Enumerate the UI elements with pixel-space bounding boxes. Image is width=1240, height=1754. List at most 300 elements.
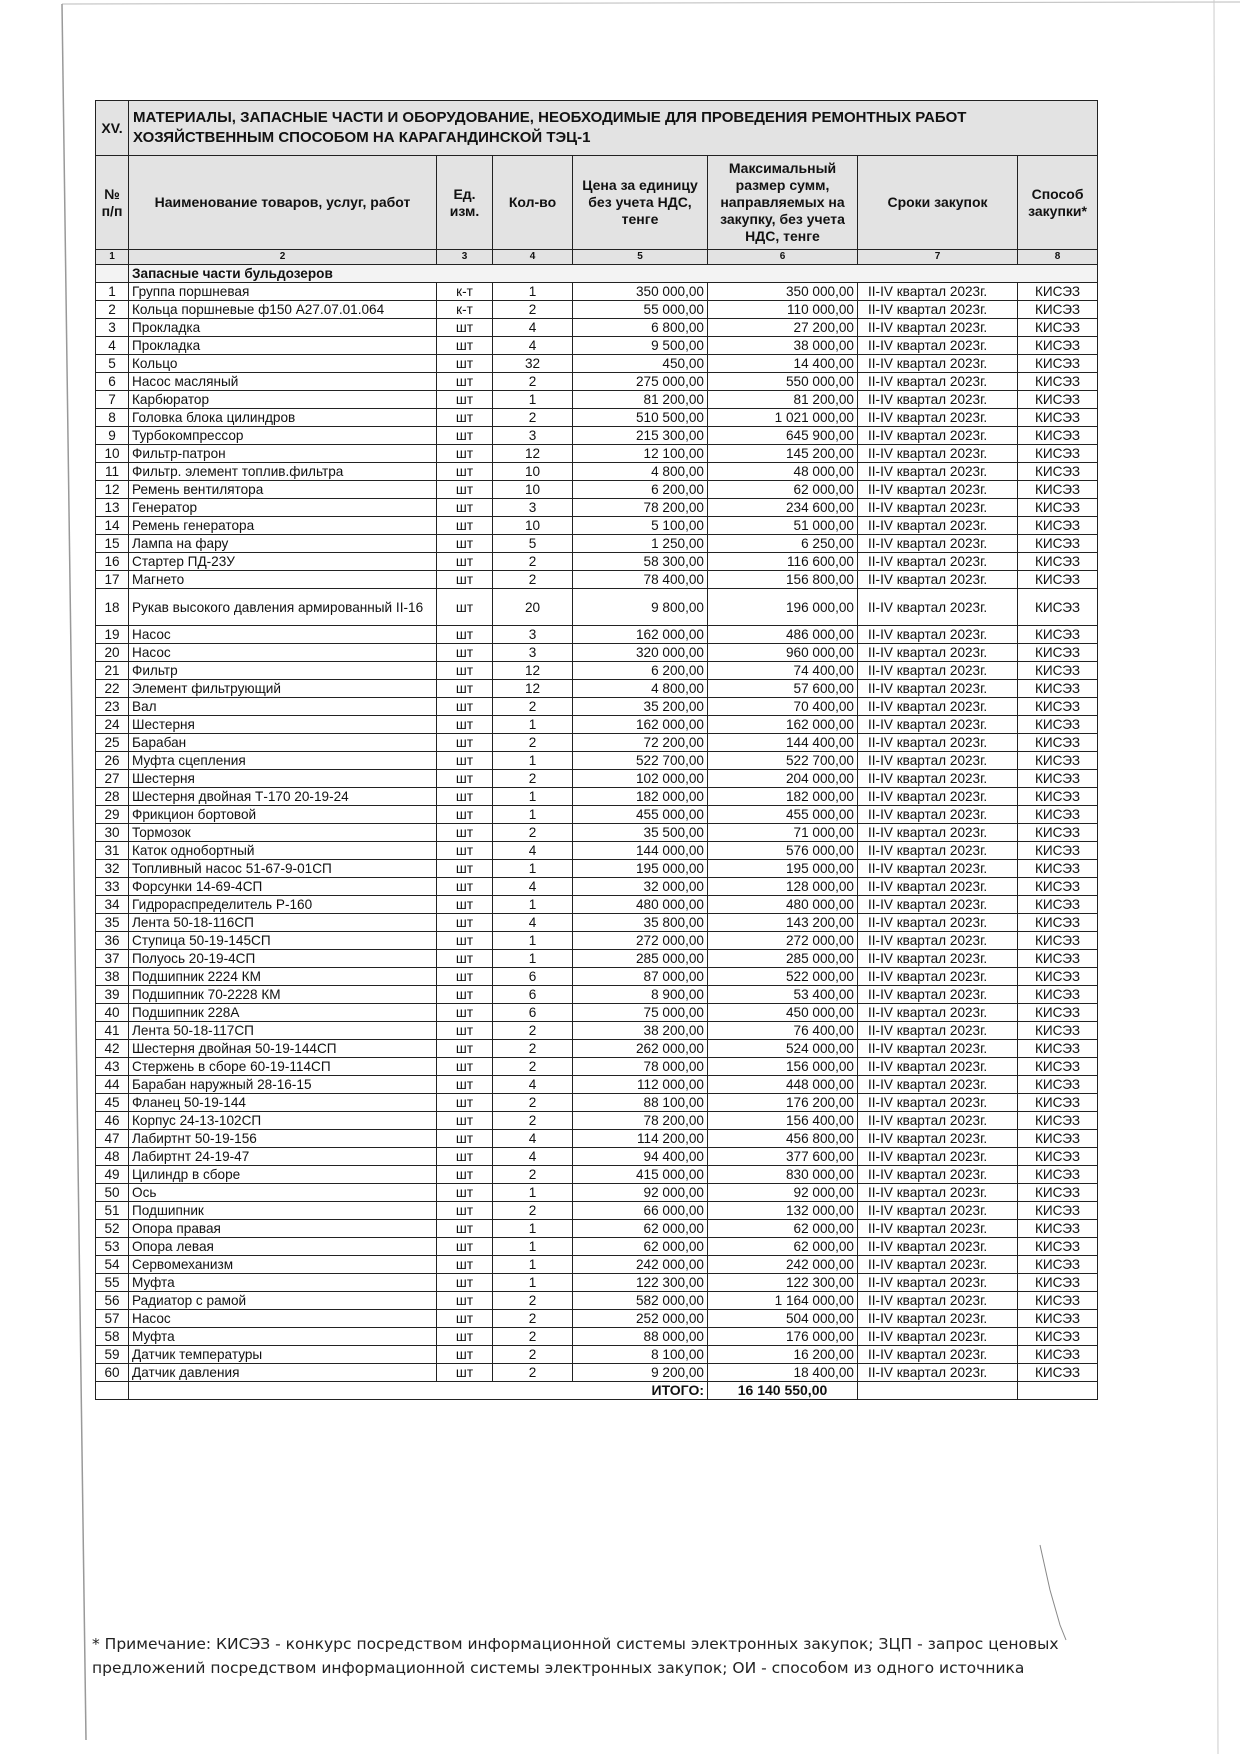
group-row xyxy=(96,265,1098,283)
item-unit: шт xyxy=(437,788,493,806)
item-max-sum: 522 000,00 xyxy=(708,968,858,986)
row-number: 52 xyxy=(96,1220,129,1238)
item-max-sum: 196 000,00 xyxy=(708,589,858,626)
item-method: КИСЭЗ xyxy=(1018,716,1098,734)
table-row xyxy=(96,1202,1098,1220)
item-price: 8 900,00 xyxy=(573,986,708,1004)
item-method: КИСЭЗ xyxy=(1018,806,1098,824)
item-max-sum: 350 000,00 xyxy=(708,283,858,301)
item-unit: шт xyxy=(437,932,493,950)
table-row xyxy=(96,589,1098,626)
item-method: КИСЭЗ xyxy=(1018,1148,1098,1166)
row-number: 18 xyxy=(96,589,129,626)
table-row xyxy=(96,878,1098,896)
item-max-sum: 550 000,00 xyxy=(708,373,858,391)
item-max-sum: 51 000,00 xyxy=(708,517,858,535)
item-method: КИСЭЗ xyxy=(1018,1310,1098,1328)
item-qty: 4 xyxy=(493,337,573,355)
item-max-sum: 162 000,00 xyxy=(708,716,858,734)
item-method: КИСЭЗ xyxy=(1018,589,1098,626)
item-name: Полуось 20-19-4СП xyxy=(129,950,437,968)
item-unit: шт xyxy=(437,896,493,914)
table-row xyxy=(96,355,1098,373)
table-row xyxy=(96,1094,1098,1112)
item-qty: 2 xyxy=(493,1202,573,1220)
item-qty: 2 xyxy=(493,734,573,752)
item-qty: 4 xyxy=(493,1130,573,1148)
table-row xyxy=(96,553,1098,571)
item-qty: 2 xyxy=(493,1022,573,1040)
table-row xyxy=(96,499,1098,517)
item-qty: 2 xyxy=(493,770,573,788)
item-method: КИСЭЗ xyxy=(1018,896,1098,914)
item-qty: 4 xyxy=(493,1076,573,1094)
item-period: II-IV квартал 2023г. xyxy=(858,1346,1018,1364)
item-price: 162 000,00 xyxy=(573,716,708,734)
item-max-sum: 448 000,00 xyxy=(708,1076,858,1094)
item-name: Шестерня двойная 50-19-144СП xyxy=(129,1040,437,1058)
item-name: Форсунки 14-69-4СП xyxy=(129,878,437,896)
item-name: Радиатор с рамой xyxy=(129,1292,437,1310)
item-max-sum: 27 200,00 xyxy=(708,319,858,337)
item-name: Лампа на фару xyxy=(129,535,437,553)
item-unit: шт xyxy=(437,626,493,644)
item-name: Муфта сцепления xyxy=(129,752,437,770)
table-row xyxy=(96,716,1098,734)
item-max-sum: 1 021 000,00 xyxy=(708,409,858,427)
table-row xyxy=(96,698,1098,716)
row-number: 14 xyxy=(96,517,129,535)
item-method: КИСЭЗ xyxy=(1018,535,1098,553)
item-method: КИСЭЗ xyxy=(1018,1328,1098,1346)
table-row xyxy=(96,1130,1098,1148)
item-price: 450,00 xyxy=(573,355,708,373)
item-method: КИСЭЗ xyxy=(1018,932,1098,950)
item-method: КИСЭЗ xyxy=(1018,481,1098,499)
table-row xyxy=(96,770,1098,788)
item-name: Генератор xyxy=(129,499,437,517)
item-period: II-IV квартал 2023г. xyxy=(858,355,1018,373)
item-unit: шт xyxy=(437,986,493,1004)
row-number: 39 xyxy=(96,986,129,1004)
item-period: II-IV квартал 2023г. xyxy=(858,427,1018,445)
row-number: 20 xyxy=(96,644,129,662)
item-max-sum: 504 000,00 xyxy=(708,1310,858,1328)
item-method: КИСЭЗ xyxy=(1018,698,1098,716)
item-price: 78 000,00 xyxy=(573,1058,708,1076)
item-unit: шт xyxy=(437,1346,493,1364)
item-method: КИСЭЗ xyxy=(1018,842,1098,860)
item-max-sum: 70 400,00 xyxy=(708,698,858,716)
table-row xyxy=(96,1148,1098,1166)
item-price: 510 500,00 xyxy=(573,409,708,427)
item-qty: 2 xyxy=(493,1346,573,1364)
item-unit: шт xyxy=(437,644,493,662)
item-qty: 2 xyxy=(493,1328,573,1346)
item-name: Кольцо xyxy=(129,355,437,373)
item-max-sum: 1 164 000,00 xyxy=(708,1292,858,1310)
item-period: II-IV квартал 2023г. xyxy=(858,878,1018,896)
row-number: 15 xyxy=(96,535,129,553)
table-row xyxy=(96,1112,1098,1130)
item-name: Опора левая xyxy=(129,1238,437,1256)
item-name: Насос xyxy=(129,644,437,662)
item-price: 252 000,00 xyxy=(573,1310,708,1328)
item-method: КИСЭЗ xyxy=(1018,1364,1098,1382)
item-max-sum: 450 000,00 xyxy=(708,1004,858,1022)
table-row xyxy=(96,1004,1098,1022)
item-qty: 1 xyxy=(493,860,573,878)
row-number: 41 xyxy=(96,1022,129,1040)
item-price: 78 400,00 xyxy=(573,571,708,589)
item-max-sum: 524 000,00 xyxy=(708,1040,858,1058)
item-name: Лабиртнт 24-19-47 xyxy=(129,1148,437,1166)
table-row xyxy=(96,1238,1098,1256)
item-unit: шт xyxy=(437,499,493,517)
item-max-sum: 182 000,00 xyxy=(708,788,858,806)
table-row xyxy=(96,445,1098,463)
column-number-row xyxy=(96,250,1098,265)
item-price: 182 000,00 xyxy=(573,788,708,806)
item-method: КИСЭЗ xyxy=(1018,1202,1098,1220)
item-price: 8 100,00 xyxy=(573,1346,708,1364)
row-number: 3 xyxy=(96,319,129,337)
item-unit: шт xyxy=(437,463,493,481)
item-method: КИСЭЗ xyxy=(1018,391,1098,409)
item-period: II-IV квартал 2023г. xyxy=(858,445,1018,463)
header-num: № п/п xyxy=(96,156,129,250)
item-max-sum: 62 000,00 xyxy=(708,1238,858,1256)
item-qty: 2 xyxy=(493,301,573,319)
item-qty: 2 xyxy=(493,824,573,842)
item-method: КИСЭЗ xyxy=(1018,1292,1098,1310)
item-qty: 1 xyxy=(493,391,573,409)
item-qty: 32 xyxy=(493,355,573,373)
item-name: Барабан xyxy=(129,734,437,752)
item-name: Цилиндр в сборе xyxy=(129,1166,437,1184)
header-name: Наименование товаров, услуг, работ xyxy=(129,156,437,250)
row-number: 4 xyxy=(96,337,129,355)
item-price: 262 000,00 xyxy=(573,1040,708,1058)
item-unit: шт xyxy=(437,589,493,626)
row-number: 34 xyxy=(96,896,129,914)
item-unit: шт xyxy=(437,1112,493,1130)
item-max-sum: 92 000,00 xyxy=(708,1184,858,1202)
item-price: 320 000,00 xyxy=(573,644,708,662)
item-price: 78 200,00 xyxy=(573,1112,708,1130)
procurement-table xyxy=(95,100,1098,1400)
column-number: 2 xyxy=(129,250,437,265)
table-row xyxy=(96,301,1098,319)
item-name: Шестерня двойная Т-170 20-19-24 xyxy=(129,788,437,806)
item-name: Прокладка xyxy=(129,319,437,337)
item-method: КИСЭЗ xyxy=(1018,626,1098,644)
item-qty: 4 xyxy=(493,914,573,932)
item-method: КИСЭЗ xyxy=(1018,788,1098,806)
item-max-sum: 132 000,00 xyxy=(708,1202,858,1220)
item-method: КИСЭЗ xyxy=(1018,1058,1098,1076)
item-price: 285 000,00 xyxy=(573,950,708,968)
item-period: II-IV квартал 2023г. xyxy=(858,626,1018,644)
row-number: 2 xyxy=(96,301,129,319)
item-qty: 1 xyxy=(493,1256,573,1274)
item-name: Датчик температуры xyxy=(129,1346,437,1364)
item-name: Шестерня xyxy=(129,716,437,734)
item-price: 195 000,00 xyxy=(573,860,708,878)
total-spacer xyxy=(858,1382,1018,1400)
item-name: Насос xyxy=(129,626,437,644)
table-body xyxy=(96,283,1098,1382)
item-name: Барабан наружный 28-16-15 xyxy=(129,1076,437,1094)
total-value: 16 140 550,00 xyxy=(708,1382,858,1400)
item-max-sum: 62 000,00 xyxy=(708,481,858,499)
row-number: 32 xyxy=(96,860,129,878)
item-name: Опора правая xyxy=(129,1220,437,1238)
item-max-sum: 486 000,00 xyxy=(708,626,858,644)
item-period: II-IV квартал 2023г. xyxy=(858,1256,1018,1274)
row-number: 36 xyxy=(96,932,129,950)
item-method: КИСЭЗ xyxy=(1018,571,1098,589)
row-number: 28 xyxy=(96,788,129,806)
row-number: 53 xyxy=(96,1238,129,1256)
header-method: Способ закупки* xyxy=(1018,156,1098,250)
table-row xyxy=(96,1184,1098,1202)
row-number: 7 xyxy=(96,391,129,409)
item-max-sum: 145 200,00 xyxy=(708,445,858,463)
item-period: II-IV квартал 2023г. xyxy=(858,301,1018,319)
item-price: 114 200,00 xyxy=(573,1130,708,1148)
row-number: 9 xyxy=(96,427,129,445)
item-price: 112 000,00 xyxy=(573,1076,708,1094)
item-price: 12 100,00 xyxy=(573,445,708,463)
item-period: II-IV квартал 2023г. xyxy=(858,1076,1018,1094)
item-qty: 6 xyxy=(493,968,573,986)
table-row xyxy=(96,1076,1098,1094)
row-number: 23 xyxy=(96,698,129,716)
item-price: 480 000,00 xyxy=(573,896,708,914)
item-qty: 5 xyxy=(493,535,573,553)
item-period: II-IV квартал 2023г. xyxy=(858,1166,1018,1184)
item-method: КИСЭЗ xyxy=(1018,517,1098,535)
table-row xyxy=(96,860,1098,878)
item-unit: шт xyxy=(437,1292,493,1310)
row-number: 13 xyxy=(96,499,129,517)
total-label: ИТОГО: xyxy=(129,1382,708,1400)
item-unit: шт xyxy=(437,319,493,337)
item-name: Карбюратор xyxy=(129,391,437,409)
item-unit: шт xyxy=(437,662,493,680)
item-max-sum: 522 700,00 xyxy=(708,752,858,770)
item-price: 272 000,00 xyxy=(573,932,708,950)
item-period: II-IV квартал 2023г. xyxy=(858,986,1018,1004)
item-period: II-IV квартал 2023г. xyxy=(858,716,1018,734)
item-unit: шт xyxy=(437,1184,493,1202)
item-unit: шт xyxy=(437,1364,493,1382)
item-max-sum: 960 000,00 xyxy=(708,644,858,662)
item-name: Лабиртнт 50-19-156 xyxy=(129,1130,437,1148)
row-number: 50 xyxy=(96,1184,129,1202)
item-price: 78 200,00 xyxy=(573,499,708,517)
item-period: II-IV квартал 2023г. xyxy=(858,806,1018,824)
row-number: 56 xyxy=(96,1292,129,1310)
item-name: Подшипник 228А xyxy=(129,1004,437,1022)
item-max-sum: 272 000,00 xyxy=(708,932,858,950)
item-name: Фильтр. элемент топлив.фильтра xyxy=(129,463,437,481)
row-number: 44 xyxy=(96,1076,129,1094)
table-row xyxy=(96,644,1098,662)
group-spacer xyxy=(96,265,129,283)
total-spacer xyxy=(1018,1382,1098,1400)
item-name: Подшипник xyxy=(129,1202,437,1220)
item-period: II-IV квартал 2023г. xyxy=(858,1022,1018,1040)
item-max-sum: 156 000,00 xyxy=(708,1058,858,1076)
item-qty: 2 xyxy=(493,1292,573,1310)
table-row xyxy=(96,752,1098,770)
item-price: 72 200,00 xyxy=(573,734,708,752)
item-period: II-IV квартал 2023г. xyxy=(858,1058,1018,1076)
header-qty: Кол-во xyxy=(493,156,573,250)
table-row xyxy=(96,1058,1098,1076)
item-method: КИСЭЗ xyxy=(1018,752,1098,770)
item-qty: 10 xyxy=(493,463,573,481)
item-name: Фильтр xyxy=(129,662,437,680)
item-unit: шт xyxy=(437,1238,493,1256)
row-number: 27 xyxy=(96,770,129,788)
item-price: 455 000,00 xyxy=(573,806,708,824)
item-max-sum: 204 000,00 xyxy=(708,770,858,788)
item-method: КИСЭЗ xyxy=(1018,968,1098,986)
table-row xyxy=(96,842,1098,860)
footnote: * Примечание: КИСЭЗ - конкурс посредством информационной системы электронных закупок; ЗЦП - запрос ценовых предложений посредством информационной системы электронных закупок; ОИ - способом из одного источника xyxy=(92,1635,1059,1677)
item-period: II-IV квартал 2023г. xyxy=(858,752,1018,770)
item-price: 162 000,00 xyxy=(573,626,708,644)
item-qty: 1 xyxy=(493,788,573,806)
item-period: II-IV квартал 2023г. xyxy=(858,914,1018,932)
item-period: II-IV квартал 2023г. xyxy=(858,589,1018,626)
column-number: 8 xyxy=(1018,250,1098,265)
table-row xyxy=(96,968,1098,986)
item-name: Сервомеханизм xyxy=(129,1256,437,1274)
item-unit: шт xyxy=(437,1148,493,1166)
row-number: 37 xyxy=(96,950,129,968)
item-period: II-IV квартал 2023г. xyxy=(858,1274,1018,1292)
item-unit: шт xyxy=(437,409,493,427)
item-qty: 6 xyxy=(493,986,573,1004)
item-name: Топливный насос 51-67-9-01СП xyxy=(129,860,437,878)
item-max-sum: 71 000,00 xyxy=(708,824,858,842)
row-number: 5 xyxy=(96,355,129,373)
item-method: КИСЭЗ xyxy=(1018,1130,1098,1148)
item-period: II-IV квартал 2023г. xyxy=(858,409,1018,427)
item-period: II-IV квартал 2023г. xyxy=(858,932,1018,950)
item-unit: шт xyxy=(437,1058,493,1076)
column-number: 7 xyxy=(858,250,1018,265)
table-row xyxy=(96,391,1098,409)
table-row xyxy=(96,1040,1098,1058)
item-qty: 1 xyxy=(493,716,573,734)
item-method: КИСЭЗ xyxy=(1018,1220,1098,1238)
item-max-sum: 116 600,00 xyxy=(708,553,858,571)
item-method: КИСЭЗ xyxy=(1018,319,1098,337)
item-unit: шт xyxy=(437,1220,493,1238)
item-name: Подшипник 2224 КМ xyxy=(129,968,437,986)
item-qty: 2 xyxy=(493,373,573,391)
item-price: 9 500,00 xyxy=(573,337,708,355)
item-max-sum: 38 000,00 xyxy=(708,337,858,355)
table-row xyxy=(96,1346,1098,1364)
table-row xyxy=(96,337,1098,355)
item-max-sum: 81 200,00 xyxy=(708,391,858,409)
item-qty: 12 xyxy=(493,445,573,463)
item-qty: 2 xyxy=(493,1364,573,1382)
item-price: 32 000,00 xyxy=(573,878,708,896)
row-number: 30 xyxy=(96,824,129,842)
item-period: II-IV квартал 2023г. xyxy=(858,1040,1018,1058)
item-max-sum: 242 000,00 xyxy=(708,1256,858,1274)
item-max-sum: 576 000,00 xyxy=(708,842,858,860)
row-number: 22 xyxy=(96,680,129,698)
item-qty: 3 xyxy=(493,427,573,445)
item-period: II-IV квартал 2023г. xyxy=(858,499,1018,517)
item-max-sum: 645 900,00 xyxy=(708,427,858,445)
header-row xyxy=(96,156,1098,250)
table-row xyxy=(96,481,1098,499)
item-price: 144 000,00 xyxy=(573,842,708,860)
item-qty: 1 xyxy=(493,1220,573,1238)
item-unit: шт xyxy=(437,445,493,463)
item-max-sum: 14 400,00 xyxy=(708,355,858,373)
item-period: II-IV квартал 2023г. xyxy=(858,1112,1018,1130)
item-period: II-IV квартал 2023г. xyxy=(858,283,1018,301)
item-max-sum: 128 000,00 xyxy=(708,878,858,896)
table-row xyxy=(96,734,1098,752)
item-unit: шт xyxy=(437,373,493,391)
item-name: Муфта xyxy=(129,1274,437,1292)
item-method: КИСЭЗ xyxy=(1018,463,1098,481)
item-qty: 1 xyxy=(493,806,573,824)
row-number: 33 xyxy=(96,878,129,896)
item-period: II-IV квартал 2023г. xyxy=(858,680,1018,698)
item-period: II-IV квартал 2023г. xyxy=(858,950,1018,968)
row-number: 17 xyxy=(96,571,129,589)
item-qty: 1 xyxy=(493,896,573,914)
item-method: КИСЭЗ xyxy=(1018,1094,1098,1112)
item-period: II-IV квартал 2023г. xyxy=(858,1364,1018,1382)
item-unit: шт xyxy=(437,752,493,770)
column-number: 1 xyxy=(96,250,129,265)
item-method: КИСЭЗ xyxy=(1018,1274,1098,1292)
item-unit: шт xyxy=(437,571,493,589)
item-name: Ступица 50-19-145СП xyxy=(129,932,437,950)
row-number: 59 xyxy=(96,1346,129,1364)
item-period: II-IV квартал 2023г. xyxy=(858,1148,1018,1166)
row-number: 24 xyxy=(96,716,129,734)
item-qty: 1 xyxy=(493,1238,573,1256)
item-max-sum: 176 200,00 xyxy=(708,1094,858,1112)
item-price: 275 000,00 xyxy=(573,373,708,391)
item-period: II-IV квартал 2023г. xyxy=(858,698,1018,716)
item-price: 38 200,00 xyxy=(573,1022,708,1040)
item-price: 81 200,00 xyxy=(573,391,708,409)
item-period: II-IV квартал 2023г. xyxy=(858,770,1018,788)
item-name: Каток однобортный xyxy=(129,842,437,860)
item-qty: 12 xyxy=(493,680,573,698)
item-unit: шт xyxy=(437,860,493,878)
item-qty: 12 xyxy=(493,662,573,680)
row-number: 54 xyxy=(96,1256,129,1274)
item-period: II-IV квартал 2023г. xyxy=(858,1238,1018,1256)
table-row xyxy=(96,1274,1098,1292)
